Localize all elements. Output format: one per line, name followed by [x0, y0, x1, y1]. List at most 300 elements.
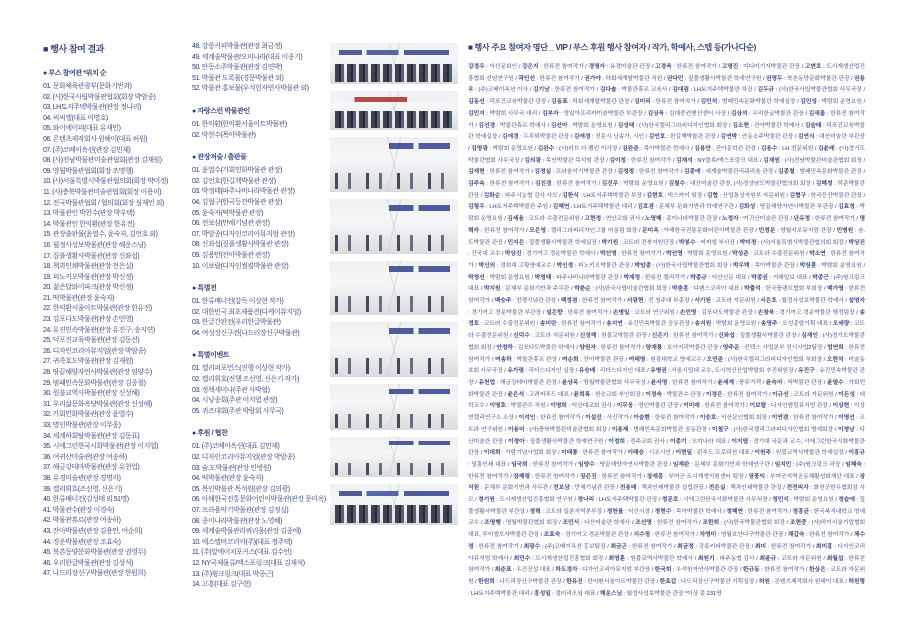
participant-name: 이용제 — [611, 426, 629, 433]
participant-name: 김미리 — [634, 99, 651, 106]
sponsors-list — [192, 442, 332, 590]
participant-name: 박춘홍 — [671, 286, 689, 293]
participant-name: 백승주 — [494, 298, 512, 305]
list-item: 13. 박물관인 박찬수(관장 박우택) — [43, 210, 135, 218]
participant-name: 조선영 — [635, 520, 652, 527]
participant-name: 최민수 — [513, 555, 531, 562]
list-item: 09. 영월박물관협회(회장 조명행) — [43, 167, 133, 175]
participant-name: 김언호 — [648, 134, 666, 141]
participant-name: 모은영 — [529, 227, 546, 234]
participant-name: 김영광 — [471, 145, 488, 152]
participant-name: 단유정 — [793, 216, 811, 223]
participant-name: 김한식 — [562, 192, 579, 199]
list-item: 05. 퀴즈대회(주관 박람회 사무국) — [192, 407, 284, 415]
section-heading: ● 특별전 — [192, 285, 217, 293]
section-proud-museum-people — [192, 106, 332, 141]
participant-name: 김협구 — [789, 192, 807, 199]
list-item: 07. (주)코베이옥션(관장 김민재) — [43, 146, 131, 154]
participant-name: 권용우 — [468, 75, 865, 94]
participant-name: 이보랄 — [749, 403, 767, 410]
list-item: 02. 대한민국 최초제품전(디케이뮤지엄) — [192, 308, 301, 316]
list-item: 47. 나드리장신구박물관(관장 한원희) — [43, 570, 146, 578]
participant-name: 이경은 — [705, 391, 723, 398]
participant-name: 신은기 — [651, 333, 669, 340]
participant-name: 민지은 — [507, 239, 525, 246]
booth-banner — [389, 205, 450, 211]
participant-name: 김상욱 — [647, 110, 665, 117]
participant-name: 이영선 — [838, 415, 855, 422]
participant-name: 조효숙 — [543, 532, 561, 539]
list-item: 27. 귀족호도박물관(관장 김재원) — [43, 358, 133, 366]
participant-name: 임혜숙 — [845, 461, 862, 468]
list-item: 04. 씨씨엘(대표 이명호) — [43, 114, 108, 122]
participant-name: 윤숙자 — [765, 379, 783, 386]
participant-name: 박암종 — [634, 262, 652, 269]
participant-name: 박지원 — [483, 286, 501, 293]
list-item: 17. 짚풀생활사박물관(관장 신좌섭) — [43, 252, 140, 260]
participant-name: 차영미 — [699, 532, 717, 539]
list-item: 02. 디자인코리아뮤지엄(관장 박암종) — [192, 454, 295, 462]
list-item: 02. 김언호(한길책박물관 관장) — [192, 177, 276, 185]
list-item: 33. 명인박물관(관장 이무웅) — [43, 422, 121, 429]
participant-name: 전보삼 — [553, 485, 570, 492]
participant-name: 이슬환 — [633, 415, 650, 422]
participant-name: 김용수 — [760, 145, 778, 152]
participant-name: 해운스님 — [599, 590, 623, 597]
list-item: 01. 캘리퍼포먼스(진행 이상현 작가) — [192, 365, 290, 373]
list-item: 18. 책과인쇄박물관(관장 전은실) — [43, 263, 133, 271]
participant-name: 김형우 — [468, 204, 485, 211]
participant-name: 임국희 — [511, 461, 528, 468]
participant-name: 박상진 — [504, 251, 522, 258]
participant-name: 양재룡 — [645, 344, 663, 351]
list-item: 31. 우리삶문화옥당박물관(관장 신성해) — [43, 400, 152, 408]
participant-name: 박종권 — [751, 274, 768, 281]
event-photo-4 — [330, 199, 458, 254]
participant-name: 여송하 — [495, 356, 512, 363]
participant-name: 이종기 — [669, 438, 687, 445]
participant-name: 전전피자 — [786, 485, 809, 492]
list-item: 43. 잔아박물관(관장 김용만, 여순희) — [43, 527, 143, 535]
participant-name: 정기원 — [478, 497, 495, 504]
participant-name: 김철수 — [668, 181, 686, 188]
list-item: 40. 한류배너전(김성태 외 51명) — [43, 496, 129, 504]
participant-name: 김연박 — [720, 134, 738, 141]
participant-name: 조한희 — [702, 520, 720, 527]
list-item: 20. 젊은달와이파크(관장 박신정) — [43, 284, 133, 292]
list-item: 26. 디자인코리아뮤지엄(관장 박암종) — [43, 347, 146, 355]
participant-name: 최윤규 — [759, 555, 777, 562]
participant-name: 이대희 — [483, 450, 501, 457]
participant-name: 전은실 — [708, 485, 726, 492]
participant-name: 김동표 — [551, 99, 568, 106]
participant-name: 박재정 — [623, 274, 641, 281]
participant-name: 여순희 — [561, 356, 579, 363]
list-item: 01. (주)코베이옥션(대표 김민재) — [192, 443, 280, 451]
participant-name: 전용태 — [619, 485, 637, 492]
list-item: 14. 박물관인 한익환(관장 한유진) — [43, 220, 135, 228]
event-photo-2 — [330, 91, 458, 130]
list-item: 08. (사)전남박물관미술관협회(관장 김재원) — [43, 157, 162, 165]
participant-name: 강경우 — [468, 64, 485, 70]
right-column-title: ■ 행사 주요 참여자 명단 _ VIP / 부스 후원 행사 참여자 / 작가, 학예사, 스텝 등(가나다순) — [468, 43, 756, 52]
participant-name: 신좌섭 — [718, 333, 735, 340]
participant-name: 손창욱 — [757, 309, 775, 316]
section-booth-participants — [43, 68, 195, 580]
list-item: 49. 세계술박물관/오미나라(대표 이종기) — [192, 53, 303, 61]
section-heading: ● 특별이벤트 — [192, 352, 230, 360]
list-item: 48. 강릉커피박물관(관장 최금정) — [192, 43, 282, 50]
participant-name: 정헌율 — [606, 508, 624, 515]
participant-name: 지수정 — [633, 532, 651, 539]
crowd-silhouette — [335, 296, 453, 312]
section-special-events — [192, 350, 332, 417]
participant-name: 홍성일 — [534, 590, 551, 597]
list-item: 29. 범패민속문화박물관(관장 김종철) — [43, 379, 146, 387]
participant-name: 박미정 — [739, 239, 757, 246]
participant-name: 윤희록 — [573, 391, 591, 398]
participant-name: 장재홍 — [646, 473, 664, 480]
participant-name: 윤서영 — [650, 379, 668, 386]
participant-name: 한상은 — [809, 567, 826, 574]
participant-name: 김민성 — [800, 99, 817, 106]
participant-name: 박정선 — [468, 274, 485, 281]
booth-participant-list — [43, 82, 195, 580]
participant-name: 박우택 — [732, 262, 750, 269]
list-item: 51. 박물관 도록물(경문박물관 외) — [192, 74, 284, 82]
list-item: 03. 한글간판전(우리한글박물관) — [192, 319, 281, 327]
section-heading: ● 후원 / 협찬 — [192, 430, 228, 438]
list-item: 04. 시낭송회(주관 이지엽 관장) — [192, 397, 278, 405]
section-heading: ● 자랑스런 박물관인 — [192, 107, 250, 115]
crowd-silhouette — [335, 505, 453, 523]
participant-name: 박춘순 — [574, 286, 591, 293]
list-item: 44. 경운박물관(관장 조효숙) — [43, 538, 121, 546]
booth-banner — [389, 389, 450, 394]
list-item: 12. NY국제물류/엑스포링크(대표 김재석) — [192, 559, 305, 567]
participant-name: 유승배 — [578, 368, 596, 375]
participant-name: 유천업 — [478, 379, 495, 386]
participant-name: 김소현 — [732, 122, 749, 129]
list-item: 28. 땅끝해양자연사박물관(관장 임양수) — [43, 369, 152, 377]
participant-name: 이연겸 — [771, 415, 789, 422]
participant-name: 설명자 — [848, 298, 865, 305]
list-item: 32. 가회민화박물관(관장 윤열수) — [43, 411, 133, 419]
participant-name: 김종철 — [778, 169, 795, 176]
participant-name: 정슬애 — [838, 497, 855, 504]
participant-name: 양원자 — [579, 344, 596, 351]
participant-name: 김진경 — [534, 181, 552, 188]
participant-name: 이지엽 — [731, 438, 748, 445]
list-item: 35. 시에그린한국시화박물관(관장 이지엽) — [43, 443, 158, 451]
participant-name: 손병일 — [612, 309, 630, 316]
participant-name: 최월섭 — [826, 555, 844, 562]
participant-name: 이설진 — [585, 415, 602, 422]
participant-name: 임지민 — [774, 461, 792, 468]
participant-name: 노정자 — [721, 216, 739, 223]
participant-name: 김민지 — [468, 110, 485, 117]
participant-name: 김효정 — [838, 204, 855, 211]
participant-name: 경명자 — [588, 64, 606, 70]
participant-name: 최영훈 — [608, 555, 626, 562]
participant-name: 오세량 — [832, 321, 850, 328]
booth-banner — [339, 97, 449, 102]
participant-name: 김완준 — [622, 145, 639, 152]
crowd-silhouette — [335, 414, 453, 428]
participant-name: 김혜연 — [552, 204, 570, 211]
participant-name: 이홍규 — [848, 450, 865, 457]
participant-name: 박종근 — [812, 274, 829, 281]
participant-name: 안정하 — [496, 344, 514, 351]
participant-name: 김현호 — [646, 192, 664, 199]
list-item: 19. 피노키오박물관(관장 박신정) — [43, 273, 133, 281]
participant-name: 박출석 — [743, 286, 761, 293]
participant-name: 노영혜 — [644, 216, 662, 223]
list-item: 05. 윤숙자(떡박물관 관장) — [192, 209, 264, 217]
participant-name: 박정태 — [534, 274, 552, 281]
participant-name: 김의광 — [524, 157, 541, 164]
participant-name: 이철구 — [711, 426, 729, 433]
participant-name: 조명행 — [484, 520, 501, 527]
participant-name: 박소연 — [809, 251, 826, 258]
participant-name: 한효갑 — [659, 578, 677, 585]
participant-name: 하도경자 — [555, 567, 578, 574]
list-item: 02. 캘리휘호(진행 조선영, 신은기 작가) — [192, 376, 299, 384]
participant-name: 박봉수 — [678, 239, 696, 246]
participant-name: 한유진 — [566, 578, 583, 585]
list-item: 41. 박물관수(관장 이경숙) — [43, 506, 115, 514]
participant-name: 김연식 — [797, 134, 815, 141]
participant-name: 김재석 — [676, 157, 693, 164]
booth-participant-list-continued — [192, 42, 332, 95]
list-item: 13. (주)윙크링크(대표 박종근) — [192, 570, 274, 578]
list-item: 36. 여귀산미술관(관장 여송하) — [43, 453, 127, 461]
participant-name: 권영두 — [765, 75, 783, 82]
participant-name: 설은향 — [545, 309, 563, 316]
list-item: 15. 관장출판물(윤열수, 윤숙자, 김언호 외) — [43, 231, 158, 239]
participant-name: 송경호 — [468, 309, 865, 328]
left-column-title: ■ 행사 참여 결과 — [43, 44, 105, 54]
participant-name: 최금곤 — [610, 543, 628, 550]
participant-name: 이돈성 — [838, 391, 855, 398]
participant-name: 정나리 — [577, 497, 595, 504]
list-item: 02. 박찬수(목아박물관) — [192, 131, 256, 139]
participant-name: 한국희 — [654, 567, 672, 574]
section-special-exhibitions — [192, 283, 332, 339]
list-item: 14. 고흥(대표 김구현) — [192, 581, 251, 589]
list-item: 01. 한익환(한익환서울아트박물관) — [192, 120, 287, 128]
participant-name: 최광수 — [523, 543, 541, 550]
participant-name: 한규동 — [742, 567, 760, 574]
list-item: 01. 문화체육관광부(문화기반과) — [43, 83, 132, 90]
special-events-list — [192, 364, 332, 417]
participant-name: 김기남 — [532, 87, 550, 94]
participant-name: 김성태 — [617, 122, 635, 129]
participant-name: 고변호 — [804, 64, 822, 70]
participant-name: 송지연 — [606, 321, 623, 328]
participant-name: 박성준 — [731, 251, 749, 258]
participant-name: 이원주 — [754, 450, 771, 457]
list-item: 25. 덕포진교육박물관(관장 김동선) — [43, 337, 140, 345]
list-item: 06. 콘텐츠제작회사 원헤이(대표 허원) — [43, 135, 147, 143]
participant-name: 박상진 — [848, 239, 865, 246]
participant-name: 김상석 — [730, 110, 748, 117]
director-publications-list — [192, 166, 332, 272]
participant-name: 이승호 — [699, 415, 717, 422]
participant-name: 윤은석 — [507, 391, 525, 398]
participant-name: 이정남 — [837, 426, 855, 433]
list-item: 30. 원불교역사박물관(관장 신성해) — [43, 390, 140, 398]
participant-name: 이정아 — [507, 438, 525, 445]
participant-name: 김대림 — [672, 87, 689, 94]
section-heading: ● 관장저술 / 출판물 — [192, 154, 247, 162]
participant-name: 이경숙 — [645, 391, 662, 398]
list-item: 05. 목인박물관 목석원(관장 김의광) — [192, 485, 290, 493]
participant-name: 이무웅 — [616, 403, 634, 410]
participant-name: 신덕수 — [513, 333, 530, 340]
list-item: 02. (사)한국사립박물관협회(회장 박암종) — [43, 93, 156, 101]
participant-name: 송영주 — [760, 321, 778, 328]
participant-name: 송미란 — [539, 321, 557, 328]
list-item: 23. 김포다도박물관(관장 손민영) — [43, 316, 133, 324]
list-item: 34. 세계하회탈박물관(관장 김동표) — [43, 432, 140, 440]
participant-name: 김재원 — [763, 157, 780, 164]
crowd-silhouette — [335, 64, 453, 82]
special-exhibitions-list — [192, 297, 332, 339]
participant-name: 정현수 — [654, 508, 672, 515]
list-item: 01. 윤열수(가회민화박물관 관장) — [192, 167, 282, 175]
participant-name: 고경욱 — [655, 64, 672, 70]
booth-banner — [339, 50, 449, 55]
participant-name: 허원형 — [848, 578, 865, 585]
crowd-silhouette — [335, 235, 453, 252]
participant-name: 조현중 — [789, 520, 807, 527]
list-item: 03. 슘.도박물관(관장 민병원) — [192, 464, 271, 472]
participant-name: 한원희 — [478, 578, 495, 585]
list-item: 04. 여성장신구전(나드리장신구박물관) — [192, 329, 300, 337]
list-item: 08. 종이나라박물관(관장 노영혜) — [192, 517, 282, 525]
event-photo-9 — [330, 484, 458, 525]
participant-name: 심재인 — [801, 333, 818, 340]
participant-name: 채수정 — [468, 532, 865, 550]
participant-name: 정혜연 — [726, 508, 743, 515]
list-item: 11. (주)알에이치포커스(대표 김수언) — [192, 549, 292, 557]
participant-name: 박장훈 — [799, 262, 817, 269]
list-item: 01. 한류배너전(감독 이상현 작가) — [192, 298, 284, 306]
participant-name: 정홍균 — [792, 508, 810, 515]
participant-name: 김완수 — [537, 145, 555, 152]
section-heading: ● 부스 참여관 *위치 순 — [43, 70, 107, 77]
booth-banner — [389, 266, 450, 272]
participant-name: 박기원 — [601, 239, 619, 246]
participant-name: 명혁자 — [468, 216, 865, 234]
list-item: 09. 세계술박물관리쿼리움(관장 김종애) — [192, 528, 301, 536]
participant-name: 오현석 — [826, 356, 844, 363]
event-photo-1 — [330, 43, 458, 84]
participant-name: 김협 — [706, 192, 718, 199]
participant-name: 김윤래 — [817, 145, 835, 152]
middle-column — [192, 42, 332, 591]
list-item: 03. LH토지주택박물관(관장 정나리) — [43, 104, 141, 112]
participant-name: 김다솔 — [599, 87, 617, 94]
participant-name: 송지원 — [694, 321, 712, 328]
participant-name: 유병권 — [650, 368, 667, 375]
participant-name: 오민준 — [706, 356, 724, 363]
participant-name: 이태룡 — [561, 450, 578, 457]
list-item: 06. 전보삼(만해기념관 관장) — [192, 220, 270, 228]
participant-name: 최미 — [754, 543, 766, 550]
participant-name: 김민석 — [700, 99, 718, 106]
list-item: 04. 김협구(한국등잔박물관 관장) — [192, 198, 282, 206]
participant-name: 김호겸 — [637, 204, 654, 211]
participant-name: 김재현 — [468, 169, 485, 176]
participant-name: 장풍익 — [748, 473, 766, 480]
participant-name: 유진구 — [798, 368, 815, 375]
list-item: 21. 떡박물관(관장 윤숙자) — [43, 294, 115, 302]
event-photo-3 — [330, 137, 458, 192]
list-item: 07. 박암종(디자인코리아뮤지엄 관장) — [192, 230, 295, 238]
participant-name: 김동선 — [468, 99, 485, 106]
participant-name: 김주속 — [468, 181, 485, 188]
participant-name: 권다민 — [666, 75, 684, 82]
participant-name: 김선아 — [550, 122, 568, 129]
list-item: 06. 아해한국전통문화어린이박물관(관장 문미옥) — [192, 496, 326, 504]
list-item: 22. 한익환서울아트박물관(관장 한유진) — [43, 305, 152, 313]
participant-name: 이명희 — [550, 403, 567, 410]
list-item: 46. 우리한글박물관(관장 김상석) — [43, 559, 133, 567]
participant-name: 최원기 — [697, 555, 715, 562]
participant-name: 박신의 — [478, 262, 496, 269]
event-photo-5 — [330, 261, 458, 315]
crowd-silhouette — [335, 111, 453, 128]
participant-name: 김종애 — [683, 169, 701, 176]
participant-name: 김슬태 — [804, 122, 822, 129]
participant-name: 권가야 — [584, 75, 601, 82]
participant-name: 장은진 — [580, 473, 597, 480]
participant-name: 이태승 — [627, 450, 644, 457]
event-photo-8 — [330, 437, 458, 477]
participant-name: 김애경 — [501, 134, 519, 141]
event-photo-7 — [330, 384, 458, 430]
participant-name: 박선영 — [665, 251, 683, 258]
participant-name: 김부자 — [541, 110, 559, 117]
participant-name: 김선경 — [478, 122, 496, 129]
list-item: 03. 정책세미나(주관 사박협) — [192, 386, 270, 394]
list-item: 38. 유경미술관(관장 경명자) — [43, 474, 121, 482]
participant-name: 이석인 — [518, 415, 536, 422]
participant-name: 백가영 — [827, 286, 844, 293]
participant-name: 윤상옥 — [561, 379, 579, 386]
participant-name: 서광현 — [626, 298, 644, 305]
crowd-silhouette — [335, 173, 453, 190]
participant-name: 최준표 — [494, 567, 512, 574]
list-item: 45. 북촌동양문화박물관(관장 권영두) — [43, 549, 146, 557]
list-item: 42. 박물관휴르(관장 여송하) — [43, 517, 121, 525]
proud-museum-people-list — [192, 120, 332, 141]
list-item: 50. 안동소주박물관(관장 김연박) — [192, 64, 282, 72]
participant-name: 이현일 — [675, 450, 693, 457]
participant-name: 여태명 — [628, 356, 646, 363]
section-director-publications — [192, 152, 332, 272]
participant-name: 이용미 — [507, 426, 525, 433]
participant-name: 김정실 — [534, 169, 552, 176]
crowd-silhouette — [335, 358, 453, 375]
participant-name: 서은호 — [760, 298, 777, 305]
participant-name: 김혜정 — [815, 181, 833, 188]
participant-name: 김화순 — [483, 192, 501, 199]
participant-name: 김용만 — [694, 145, 711, 152]
list-item: 39. 캘리휘호(조선영, 신은기) — [43, 485, 122, 493]
